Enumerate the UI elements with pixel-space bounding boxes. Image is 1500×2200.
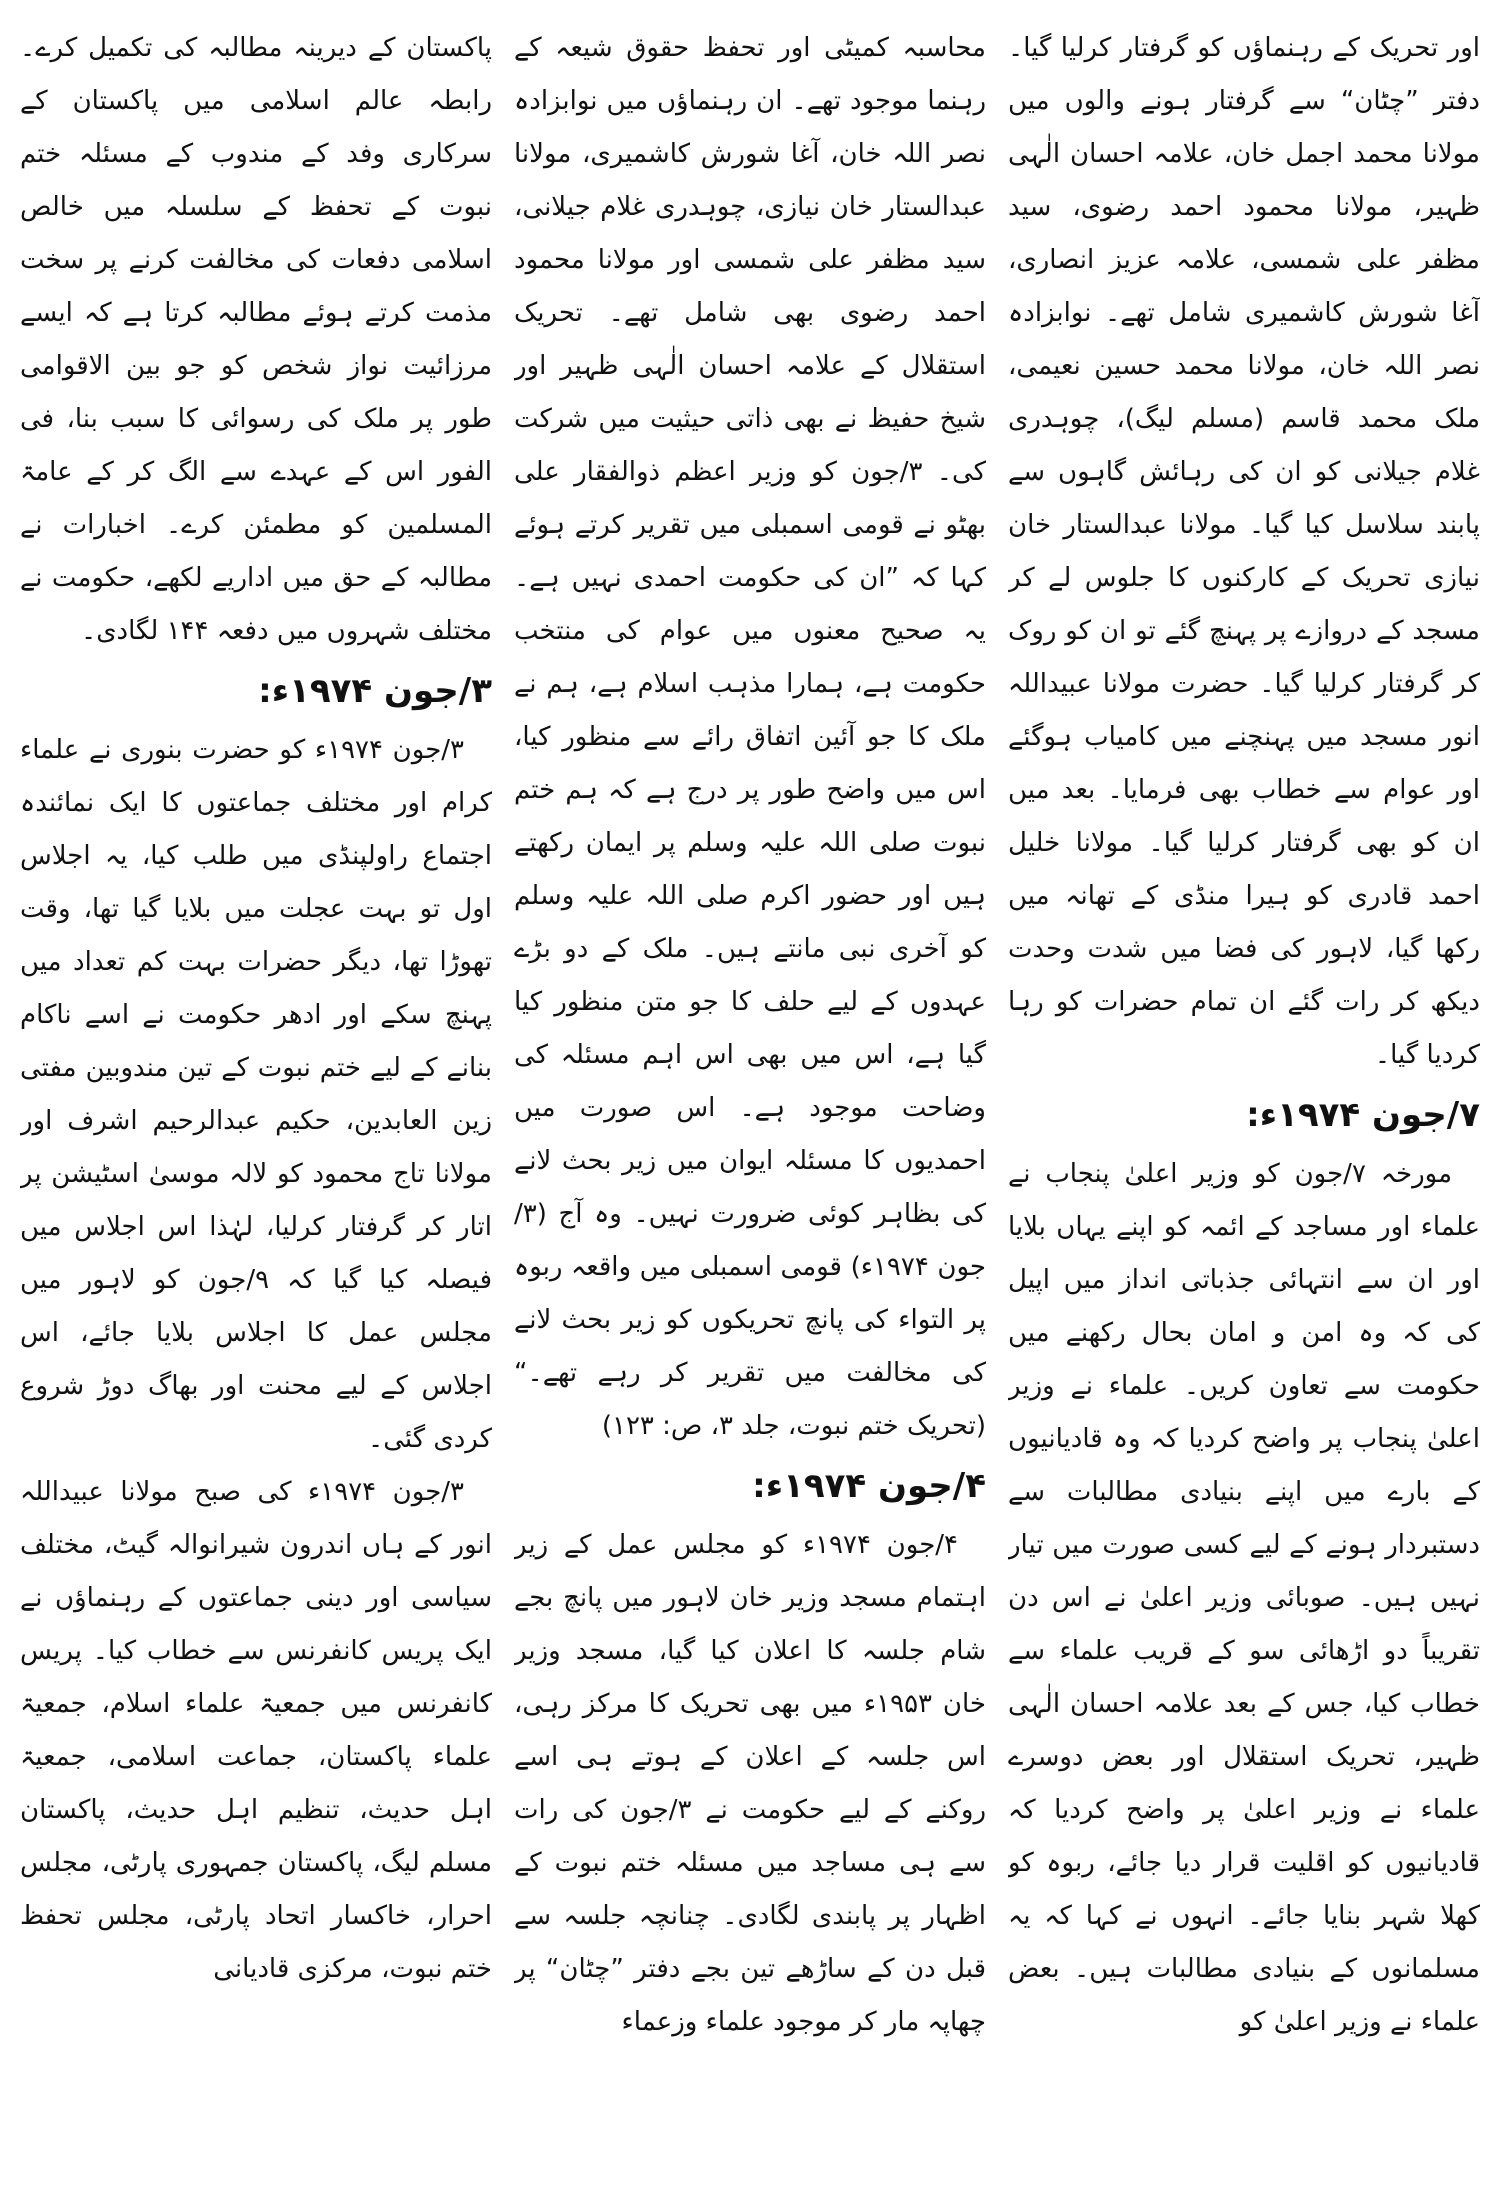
paragraph: ۴/جون ۱۹۷۴ء کو مجلس عمل کے زیر اہتمام مسجد وزیر خان لاہور میں پانچ بجے شام جلسہ کا اعلان کیا گیا، مسجد وزیر خان ۱۹۵۳ء میں بھی تحریک کا مرکز رہی، اس جلسہ کے اعلان کے ہوتے ہی اسے روکنے کے لیے حکومت نے ۳/جون کی رات سے ہی مساجد میں مسئلہ ختم نبوت کے اظہار پر پابندی لگادی۔ چنانچہ جلسہ سے قبل دن کے ساڑھے تین بجے دفتر ”چٹان“ پر چھاپہ مار کر موجود علماء وزعماء bbox=[514, 1530, 986, 2037]
document-page bbox=[20, 22, 1480, 2182]
paragraph: پاکستان کے دیرینہ مطالبہ کی تکمیل کرے۔ رابطہ عالم اسلامی میں پاکستان کے سرکاری وفد کے مندوب کے مسئلہ ختم نبوت کے تحفظ کے سلسلہ میں خالص اسلامی دفعات کی مخالفت کرنے پر سخت مذمت کرتے ہوئے مطالبہ کرتا ہے کہ ایسے مرزائیت نواز شخص کو جو بین الاقوامی طور پر ملک کی رسوائی کا سبب بنا، فی الفور اس کے عہدے سے الگ کر کے عامۃ المسلمین کو مطمئن کرے۔ اخبارات نے مطالبہ کے حق میں اداریے لکھے، حکومت نے مختلف شہروں میں دفعہ ۱۴۴ لگادی۔ bbox=[20, 33, 492, 646]
date-heading: ۷/جون ۱۹۷۴ء: bbox=[1246, 1095, 1480, 1135]
paragraph: ۳/جون ۱۹۷۴ء کو حضرت بنوری نے علماء کرام اور مختلف جماعتوں کا ایک نمائندہ اجتماع راولپنڈی میں طلب کیا، یہ اجلاس اول تو بہت عجلت میں بلایا گیا تھا، وقت تھوڑا تھا، دیگر حضرات بہت کم تعداد میں پہنچ سکے اور ادھر حکومت نے اسے ناکام بنانے کے لیے ختم نبوت کے تین مندوبین مفتی زین العابدین، حکیم عبدالرحیم اشرف اور مولانا تاج محمود کو لالہ موسیٰ اسٹیشن پر اتار کر گرفتار کرلیا، لہٰذا اس اجلاس میں فیصلہ کیا گیا کہ ۹/جون کو لاہور میں مجلس عمل کا اجلاس بلایا جائے، اس اجلاس کے لیے محنت اور بھاگ دوڑ شروع کردی گئی۔ bbox=[20, 735, 492, 1454]
date-heading: ۴/جون ۱۹۷۴ء: bbox=[752, 1466, 986, 1506]
paragraph: محاسبہ کمیٹی اور تحفظ حقوق شیعہ کے رہنما موجود تھے۔ ان رہنماؤں میں نوابزادہ نصر اللہ خان، آغا شورش کاشمیری، مولانا عبدالستار خان نیازی، چوہدری غلام جیلانی، سید مظفر علی شمسی اور مولانا محمود احمد رضوی بھی شامل تھے۔ تحریک استقلال کے علامہ احسان الٰہی ظہیر اور شیخ حفیظ نے بھی ذاتی حیثیت میں شرکت کی۔ ۳/جون کو وزیر اعظم ذوالفقار علی بھٹو نے قومی اسمبلی میں تقریر کرتے ہوئے کہا کہ ”ان کی حکومت احمدی نہیں ہے۔ یہ صحیح معنوں میں عوام کی منتخب حکومت ہے، ہمارا مذہب اسلام ہے، ہم نے ملک کا جو آئین اتفاق رائے سے منظور کیا، اس میں واضح طور پر درج ہے کہ ہم ختم نبوت صلی اللہ علیہ وسلم پر ایمان رکھتے ہیں اور حضور اکرم صلی اللہ علیہ وسلم کو آخری نبی مانتے ہیں۔ ملک کے دو بڑے عہدوں کے لیے حلف کا جو متن منظور کیا گیا ہے، اس میں بھی اس اہم مسئلہ کی وضاحت موجود ہے۔ اس صورت میں احمدیوں کا مسئلہ ایوان میں زیر بحث لانے کی بظاہر کوئی ضرورت نہیں۔ وہ آج (۳/جون ۱۹۷۴ء) قومی اسمبلی میں واقعہ ربوہ پر التواء کی پانچ تحریکوں کو زیر بحث لانے کی مخالفت میں تقریر کر رہے تھے۔“ (تحریک ختم نبوت، جلد ۳، ص: ۱۲۳) bbox=[514, 33, 986, 1441]
column-left bbox=[1008, 22, 1480, 2182]
column-middle bbox=[514, 22, 986, 2182]
date-heading: ۳/جون ۱۹۷۴ء: bbox=[258, 671, 492, 711]
paragraph: اور تحریک کے رہنماؤں کو گرفتار کرلیا گیا۔ دفتر ”چٹان“ سے گرفتار ہونے والوں میں مولانا محمد اجمل خان، علامہ احسان الٰہی ظہیر، مولانا محمود احمد رضوی، سید مظفر علی شمسی، علامہ عزیز انصاری، آغا شورش کاشمیری شامل تھے۔ نوابزادہ نصر اللہ خان، مولانا محمد حسین نعیمی، ملک محمد قاسم (مسلم لیگ)، چوہدری غلام جیلانی کو ان کی رہائش گاہوں سے پابند سلاسل کیا گیا۔ مولانا عبدالستار خان نیازی تحریک کے کارکنوں کا جلوس لے کر مسجد کے دروازے پر پہنچ گئے تو ان کو روک کر گرفتار کرلیا گیا۔ حضرت مولانا عبیداللہ انور مسجد میں پہنچنے میں کامیاب ہوگئے اور عوام سے خطاب بھی فرمایا۔ بعد میں ان کو بھی گرفتار کرلیا گیا۔ مولانا خلیل احمد قادری کو ہیرا منڈی کے تھانہ میں رکھا گیا، لاہور کی فضا میں شدت وحدت دیکھ کر رات گئے ان تمام حضرات کو رہا کردیا گیا۔ bbox=[1008, 33, 1480, 1070]
column-right bbox=[20, 22, 492, 2182]
paragraph: مورخہ ۷/جون کو وزیر اعلیٰ پنجاب نے علماء اور مساجد کے ائمہ کو اپنے یہاں بلایا اور ان سے انتہائی جذباتی انداز میں اپیل کی کہ وہ امن و امان بحال رکھنے میں حکومت سے تعاون کریں۔ علماء نے وزیر اعلیٰ پنجاب پر واضح کردیا کہ وہ قادیانیوں کے بارے میں اپنے بنیادی مطالبات سے دستبردار ہونے کے لیے کسی صورت میں تیار نہیں ہیں۔ صوبائی وزیر اعلیٰ نے اس دن تقریباً دو اڑھائی سو کے قریب علماء سے خطاب کیا، جس کے بعد علامہ احسان الٰہی ظہیر، تحریک استقلال اور بعض دوسرے علماء نے وزیر اعلیٰ پر واضح کردیا کہ قادیانیوں کو اقلیت قرار دیا جائے، ربوہ کو کھلا شہر بنایا جائے۔ انہوں نے کہا کہ یہ مسلمانوں کے بنیادی مطالبات ہیں۔ بعض علماء نے وزیر اعلیٰ کو bbox=[1008, 1159, 1480, 2037]
paragraph: ۳/جون ۱۹۷۴ء کی صبح مولانا عبیداللہ انور کے ہاں اندرون شیرانوالہ گیٹ، مختلف سیاسی اور دینی جماعتوں کے رہنماؤں نے ایک پریس کانفرنس سے خطاب کیا۔ پریس کانفرنس میں جمعیۃ علماء اسلام، جمعیۃ علماء پاکستان، جماعت اسلامی، جمعیۃ اہل حدیث، تنظیم اہل حدیث، پاکستان مسلم لیگ، پاکستان جمہوری پارٹی، مجلس احرار، خاکسار اتحاد پارٹی، مجلس تحفظ ختم نبوت، مرکزی قادیانی bbox=[20, 1477, 492, 1984]
